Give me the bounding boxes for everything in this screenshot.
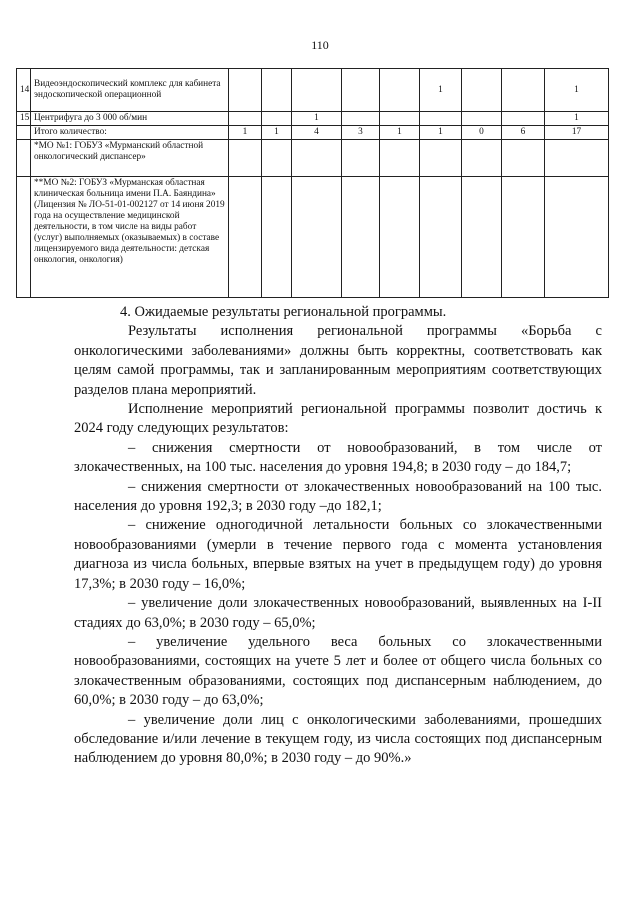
cell-value <box>342 140 380 177</box>
cell-value: 1 <box>420 69 462 112</box>
cell-value <box>462 177 502 298</box>
cell-value <box>262 177 292 298</box>
cell-total <box>545 140 609 177</box>
paragraph: Исполнение мероприятий региональной программы позволит достичь к 2024 году следующих результатов: <box>74 401 602 437</box>
cell-value <box>262 112 292 126</box>
paragraph: Результаты исполнения региональной программы «Борьба с онкологическими заболеваниями» должны быть корректны, соответствовать как целям самой программы, так и запланированным мероприятиям соответствующих разделов плана мероприятий. <box>74 323 602 398</box>
cell-value <box>380 112 420 126</box>
cell-value: 1 <box>292 112 342 126</box>
row-number: 14 <box>17 69 31 112</box>
row-name: *МО №1: ГОБУЗ «Мурманский областной онкологический диспансер» <box>31 140 229 177</box>
result-item: – снижение одногодичной летальности больных со злокачественными новообразованиями (умерли в течение первого года с момента установления диагноза из числа больных, впервые взятых на учет в предыдущем году) до уровня 17,3%; в 2030 году – 16,0%; <box>74 517 602 592</box>
cell-value <box>380 177 420 298</box>
cell-value <box>229 112 262 126</box>
row-number: 15 <box>17 112 31 126</box>
table-footnote-row <box>17 140 609 177</box>
cell-value <box>502 140 545 177</box>
result-item: – увеличение удельного веса больных со злокачественными новообразованиями, состоящих на учете 5 лет и более от общего числа больных со злокачественным образованиями, состоящих под диспансерным наблюдением, до 60,0%; в 2030 году – до 63,0%; <box>74 633 602 709</box>
table-row <box>17 112 609 126</box>
cell-value: 0 <box>462 126 502 140</box>
result-item: – увеличение доли лиц с онкологическими заболеваниями, прошедших обследование и/или лечение в текущем году, из числа состоящих под диспансерным наблюдением до уровня 80,0%; в 2030 году – до 90%.» <box>74 711 602 767</box>
cell-value <box>292 69 342 112</box>
cell-value <box>342 69 380 112</box>
page-number: 110 <box>311 38 329 52</box>
cell-value <box>420 177 462 298</box>
cell-value: 3 <box>342 126 380 140</box>
cell-total: 1 <box>545 112 609 126</box>
cell-value <box>420 140 462 177</box>
result-item: – увеличение доли злокачественных новообразований, выявленных на I-II стадиях до 63,0%; в 2030 году – 65,0%; <box>74 595 602 631</box>
cell-value <box>342 177 380 298</box>
result-item: – снижения смертности от новообразований, в том числе от злокачественных, на 100 тыс. населения до уровня 194,8; в 2030 году – до 184,7; <box>74 439 602 476</box>
cell-value: 1 <box>420 126 462 140</box>
row-number <box>17 177 31 298</box>
cell-value: 4 <box>292 126 342 140</box>
table-row <box>17 69 609 112</box>
equipment-table <box>16 68 609 298</box>
result-item: – снижения смертности от злокачественных новообразований на 100 тыс. населения до уровня 192,3; в 2030 году –до 182,1; <box>74 478 602 515</box>
cell-value <box>462 69 502 112</box>
cell-value <box>420 112 462 126</box>
cell-value <box>502 69 545 112</box>
cell-value <box>229 69 262 112</box>
cell-value <box>342 112 380 126</box>
cell-value <box>292 177 342 298</box>
cell-value <box>229 177 262 298</box>
cell-value: 6 <box>502 126 545 140</box>
cell-value: 1 <box>262 126 292 140</box>
cell-value <box>292 140 342 177</box>
row-name: Итого количество: <box>31 126 229 140</box>
cell-value <box>502 177 545 298</box>
table-total-row <box>17 126 609 140</box>
cell-value <box>262 140 292 177</box>
cell-value <box>502 112 545 126</box>
cell-total <box>545 177 609 298</box>
row-number <box>17 140 31 177</box>
section-expected-results <box>74 303 602 769</box>
cell-value <box>462 140 502 177</box>
cell-value <box>380 69 420 112</box>
cell-total: 1 <box>545 69 609 112</box>
section-heading: 4. Ожидаемые результаты региональной программы. <box>120 304 447 320</box>
cell-total: 17 <box>545 126 609 140</box>
cell-value <box>262 69 292 112</box>
cell-value: 1 <box>229 126 262 140</box>
cell-value <box>380 140 420 177</box>
cell-value <box>229 140 262 177</box>
row-name: Видеоэндоскопический комплекс для кабинета эндоскопической операционной <box>31 69 229 112</box>
cell-value: 1 <box>380 126 420 140</box>
table-footnote-row <box>17 177 609 298</box>
row-name: **МО №2: ГОБУЗ «Мурманская областная клиническая больница имени П.А. Баяндина» (Лицензия № ЛО-51-01-002127 от 14 июня 2019 года на осуществление медицинской деятельности, в том числе на виды работ (услуг) выполняемых (оказываемых) в составе лицензируемого вида деятельности: детская онкология, онкология) <box>31 177 229 298</box>
row-name: Центрифуга до 3 000 об/мин <box>31 112 229 126</box>
row-number <box>17 126 31 140</box>
cell-value <box>462 112 502 126</box>
